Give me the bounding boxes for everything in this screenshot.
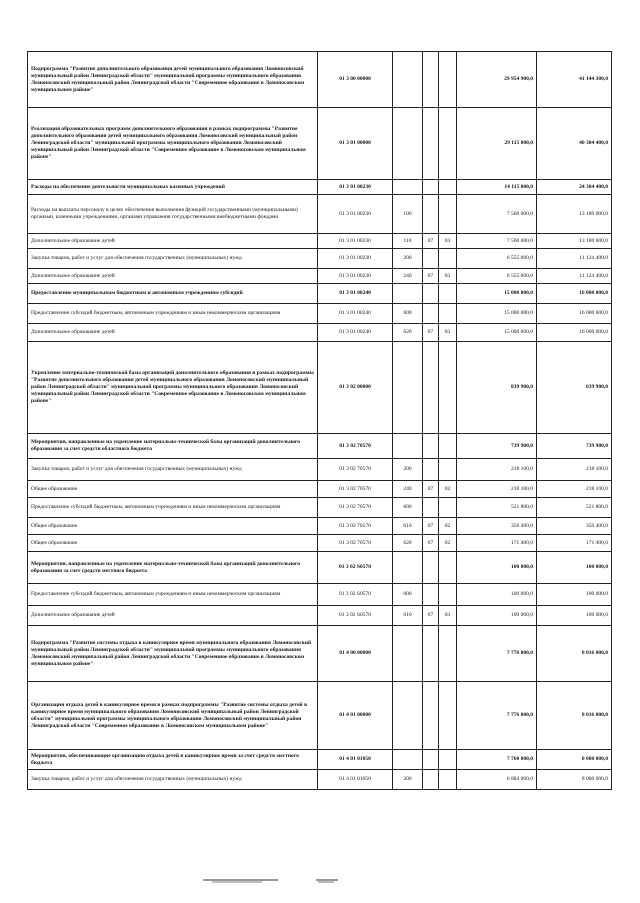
row-section: 07 — [423, 535, 439, 552]
row-amount-year-2: 11 124 400,0 — [537, 269, 612, 284]
row-subsection: 02 — [439, 481, 457, 498]
row-amount-year-1: 839 900,0 — [457, 342, 537, 434]
row-subsection — [439, 304, 457, 324]
row-subsection: 02 — [439, 518, 457, 535]
row-subsection — [439, 195, 457, 234]
row-amount-year-1: 15 000 000,0 — [457, 304, 537, 324]
row-section — [423, 284, 439, 304]
row-section — [423, 342, 439, 434]
row-target-code: 01 3 02 70570 — [318, 518, 393, 535]
row-subsection: 02 — [439, 535, 457, 552]
row-target-code: 01 3 01 00000 — [318, 108, 393, 180]
row-section — [423, 750, 439, 770]
table-row — [28, 606, 612, 626]
row-name: Закупка товаров, работ и услуг для обеспечения государственных (муниципальных) нужд — [28, 249, 318, 269]
row-subsection — [439, 249, 457, 269]
table-row — [28, 52, 612, 108]
row-target-code: 01 3 01 00230 — [318, 249, 393, 269]
row-target-code: 01 3 02 00000 — [318, 342, 393, 434]
row-amount-year-2: 171 400,0 — [537, 535, 612, 552]
row-expense-type: 600 — [393, 304, 423, 324]
row-name: Общее образование — [28, 535, 318, 552]
row-amount-year-1: 350 400,0 — [457, 518, 537, 535]
row-name: Дополнительное образование детей — [28, 269, 318, 284]
row-section — [423, 552, 439, 584]
row-expense-type: 100 — [393, 195, 423, 234]
row-name: Мероприятия, обеспечивающие организацию отдыха детей в каникулярное время за счет средств местного бюджета — [28, 750, 318, 770]
row-amount-year-1: 100 000,0 — [457, 584, 537, 606]
row-section — [423, 770, 439, 790]
row-amount-year-2: 521 800,0 — [537, 498, 612, 518]
row-name: Подпрограмма "Развитие системы отдыха в каникулярное время муниципального образования Ломоносовский муниципальный район Ленинградской области" муниципальной программы муниципального образования Ломоносовский муниципальный район Ленинградской области "Современное образование в Ломоносовском муниципальном районе" — [28, 626, 318, 682]
row-amount-year-1: 521 800,0 — [457, 498, 537, 518]
row-expense-type — [393, 626, 423, 682]
row-expense-type: 610 — [393, 606, 423, 626]
row-target-code: 01 3 01 00230 — [318, 269, 393, 284]
row-subsection: 03 — [439, 606, 457, 626]
table-row — [28, 518, 612, 535]
row-expense-type: 240 — [393, 481, 423, 498]
row-section: 07 — [423, 518, 439, 535]
row-name: Укрепление материально-технической базы организаций дополнительного образования в рамках подпрограммы "Развитие дополнительного образования детей муниципального образования Ломоносовский муниципальный район Ленинградской области" муниципальной программы муниципального образования Ломоносовский муниципальный район Ленинградской области "Современное образование в Ломоносовском муниципальном районе" — [28, 342, 318, 434]
row-subsection — [439, 180, 457, 195]
row-name: Расходы на обеспечение деятельности муниципальных казенных учреждений — [28, 180, 318, 195]
row-name: Реализация образовательных программ дополнительного образования в рамках подпрограммы "Развитие дополнительного образования детей муниципального образования Ломоносовский муниципальный район Ленинградской области" муниципальной программы муниципального образования Ломоносовский муниципальный район Ленинградской области "Современное образование в Ломоносовском муниципальном районе" — [28, 108, 318, 180]
row-amount-year-2: 13 180 000,0 — [537, 234, 612, 249]
row-amount-year-2: 41 144 300,0 — [537, 52, 612, 108]
row-subsection — [439, 584, 457, 606]
row-subsection — [439, 434, 457, 459]
row-expense-type — [393, 342, 423, 434]
row-target-code: 01 3 02 S0570 — [318, 584, 393, 606]
row-section: 07 — [423, 606, 439, 626]
row-expense-type: 200 — [393, 249, 423, 269]
row-name: Общее образование — [28, 481, 318, 498]
row-target-code: 01 3 02 S0570 — [318, 606, 393, 626]
row-target-code: 01 4 01 01050 — [318, 750, 393, 770]
row-target-code: 01 3 02 70570 — [318, 481, 393, 498]
table-row — [28, 481, 612, 498]
table-row — [28, 108, 612, 180]
row-section: 07 — [423, 234, 439, 249]
row-expense-type: 620 — [393, 535, 423, 552]
row-subsection — [439, 498, 457, 518]
row-amount-year-2: 8 000 000,0 — [537, 750, 612, 770]
row-section — [423, 249, 439, 269]
row-amount-year-2: 16 000 000,0 — [537, 304, 612, 324]
row-amount-year-2: 218 100,0 — [537, 481, 612, 498]
row-amount-year-1: 6 555 000,0 — [457, 269, 537, 284]
row-section — [423, 498, 439, 518]
table-row — [28, 180, 612, 195]
row-amount-year-1: 15 000 000,0 — [457, 284, 537, 304]
row-expense-type — [393, 552, 423, 584]
row-name: Общее образование — [28, 518, 318, 535]
row-subsection — [439, 342, 457, 434]
row-expense-type — [393, 434, 423, 459]
table-row — [28, 498, 612, 518]
row-section — [423, 304, 439, 324]
row-section: 07 — [423, 269, 439, 284]
row-target-code: 01 4 01 00000 — [318, 682, 393, 750]
row-section: 07 — [423, 481, 439, 498]
table-row — [28, 284, 612, 304]
row-subsection — [439, 459, 457, 481]
table-row — [28, 269, 612, 284]
row-name: Подпрограмма "Развитие дополнительного образования детей муниципального образования Ломоносовский муниципальный район Ленинградской области" муниципальной программы муниципального образования Ломоносовский муниципальный район Ленинградской области "Современное образование в Ломоносовском муниципальном районе" — [28, 52, 318, 108]
row-target-code: 01 3 01 00240 — [318, 324, 393, 342]
row-section — [423, 584, 439, 606]
row-name: Предоставление субсидий бюджетным, автономным учреждениям и иным некоммерческим организациям — [28, 304, 318, 324]
row-target-code: 01 3 00 00000 — [318, 52, 393, 108]
row-section: 07 — [423, 324, 439, 342]
row-amount-year-1: 7 776 000,0 — [457, 626, 537, 682]
row-expense-type — [393, 750, 423, 770]
row-name: Расходы на выплаты персоналу в целях обеспечения выполнения функций государственными (муниципальными) органами, казенными учреждениями, органами управления государственными внебюджетными фондами — [28, 195, 318, 234]
row-target-code: 01 3 01 00240 — [318, 304, 393, 324]
row-amount-year-2: 40 304 400,0 — [537, 108, 612, 180]
row-expense-type — [393, 284, 423, 304]
row-target-code: 01 3 01 00240 — [318, 284, 393, 304]
budget-table — [27, 51, 612, 790]
row-amount-year-1: 7 776 000,0 — [457, 682, 537, 750]
row-section — [423, 108, 439, 180]
row-section — [423, 626, 439, 682]
row-subsection — [439, 750, 457, 770]
row-name: Организация отдыха детей в каникулярное время в рамках подпрограммы "Развитие системы отдыха детей в каникулярное время муниципального образования Ломоносовский муниципальный район Ленинградской области" муниципальной программы муниципального образования Ломоносовский муниципальный район Ленинградской области "Современное образование в Ломоносовском муниципальном районе" — [28, 682, 318, 750]
row-amount-year-2: 100 000,0 — [537, 552, 612, 584]
row-amount-year-2: 100 000,0 — [537, 606, 612, 626]
row-section — [423, 682, 439, 750]
table-row — [28, 459, 612, 481]
row-expense-type: 200 — [393, 459, 423, 481]
row-subsection: 03 — [439, 269, 457, 284]
table-row — [28, 234, 612, 249]
row-amount-year-2: 16 000 000,0 — [537, 324, 612, 342]
row-expense-type — [393, 108, 423, 180]
row-subsection — [439, 682, 457, 750]
row-subsection — [439, 552, 457, 584]
row-expense-type — [393, 52, 423, 108]
row-amount-year-2: 100 000,0 — [537, 584, 612, 606]
row-target-code: 01 4 00 00000 — [318, 626, 393, 682]
table-row — [28, 626, 612, 682]
row-target-code: 01 3 02 70570 — [318, 434, 393, 459]
table-body — [28, 52, 612, 790]
row-name: Закупка товаров, работ и услуг для обеспечения государственных (муниципальных) нужд — [28, 459, 318, 481]
row-amount-year-1: 6 555 000,0 — [457, 249, 537, 269]
row-target-code: 01 3 02 70570 — [318, 535, 393, 552]
row-name: Мероприятия, направленные на укрепление материально-технической базы организаций дополнительного образования за счет средств областного бюджета — [28, 434, 318, 459]
table-row — [28, 552, 612, 584]
row-expense-type: 610 — [393, 518, 423, 535]
row-target-code: 01 3 02 S0570 — [318, 552, 393, 584]
row-target-code: 01 3 02 70570 — [318, 459, 393, 481]
row-amount-year-1: 171 400,0 — [457, 535, 537, 552]
row-expense-type — [393, 180, 423, 195]
row-amount-year-1: 100 000,0 — [457, 552, 537, 584]
row-target-code: 01 4 01 01050 — [318, 770, 393, 790]
row-amount-year-2: 8 016 000,0 — [537, 682, 612, 750]
row-target-code: 01 3 02 70570 — [318, 498, 393, 518]
row-amount-year-2: 11 124 400,0 — [537, 249, 612, 269]
row-amount-year-2: 16 000 000,0 — [537, 284, 612, 304]
row-name: Мероприятия, направленные на укрепление материально-технической базы организаций дополнительного образования за счет средств местного бюджета — [28, 552, 318, 584]
row-amount-year-2: 8 000 000,0 — [537, 770, 612, 790]
row-section — [423, 180, 439, 195]
row-amount-year-1: 739 900,0 — [457, 434, 537, 459]
row-amount-year-1: 15 000 000,0 — [457, 324, 537, 342]
row-amount-year-1: 218 100,0 — [457, 481, 537, 498]
row-name: Дополнительное образование детей — [28, 606, 318, 626]
table-row — [28, 304, 612, 324]
row-amount-year-1: 29 954 900,0 — [457, 52, 537, 108]
row-target-code: 01 3 01 00230 — [318, 234, 393, 249]
row-amount-year-1: 29 115 000,0 — [457, 108, 537, 180]
row-amount-year-1: 7 760 000,0 — [457, 750, 537, 770]
row-amount-year-2: 218 100,0 — [537, 459, 612, 481]
table-row — [28, 750, 612, 770]
row-name: Закупка товаров, работ и услуг для обеспечения государственных (муниципальных) нужд — [28, 770, 318, 790]
row-subsection — [439, 770, 457, 790]
row-name: Предоставление субсидий бюджетным, автономным учреждениям и иным некоммерческим организациям — [28, 498, 318, 518]
table-row — [28, 434, 612, 459]
row-amount-year-2: 24 304 400,0 — [537, 180, 612, 195]
row-subsection: 03 — [439, 324, 457, 342]
row-amount-year-1: 100 000,0 — [457, 606, 537, 626]
table-row — [28, 324, 612, 342]
row-target-code: 01 3 01 00230 — [318, 195, 393, 234]
row-amount-year-1: 6 884 000,0 — [457, 770, 537, 790]
row-subsection: 03 — [439, 234, 457, 249]
row-amount-year-2: 739 900,0 — [537, 434, 612, 459]
table-row — [28, 535, 612, 552]
row-subsection — [439, 284, 457, 304]
row-name: Дополнительное образование детей — [28, 234, 318, 249]
table-row — [28, 584, 612, 606]
row-amount-year-2: 350 400,0 — [537, 518, 612, 535]
row-amount-year-2: 13 180 000,0 — [537, 195, 612, 234]
row-expense-type: 240 — [393, 269, 423, 284]
row-subsection — [439, 52, 457, 108]
row-target-code: 01 3 01 00230 — [318, 180, 393, 195]
row-amount-year-2: 8 016 000,0 — [537, 626, 612, 682]
row-expense-type: 620 — [393, 324, 423, 342]
row-section — [423, 195, 439, 234]
row-subsection — [439, 108, 457, 180]
row-section — [423, 459, 439, 481]
table-row — [28, 342, 612, 434]
row-amount-year-1: 218 100,0 — [457, 459, 537, 481]
table-row — [28, 249, 612, 269]
row-expense-type: 110 — [393, 234, 423, 249]
table-row — [28, 770, 612, 790]
row-expense-type: 600 — [393, 584, 423, 606]
row-expense-type — [393, 682, 423, 750]
row-name: Предоставление муниципальным бюджетным и автономным учреждениям субсидий — [28, 284, 318, 304]
row-name: Дополнительное образование детей — [28, 324, 318, 342]
table-row — [28, 195, 612, 234]
row-expense-type: 600 — [393, 498, 423, 518]
row-section — [423, 52, 439, 108]
row-name: Предоставление субсидий бюджетным, автономным учреждениям и иным некоммерческим организациям — [28, 584, 318, 606]
row-subsection — [439, 626, 457, 682]
table-row — [28, 682, 612, 750]
row-amount-year-1: 14 115 000,0 — [457, 180, 537, 195]
row-expense-type: 200 — [393, 770, 423, 790]
row-amount-year-2: 839 900,0 — [537, 342, 612, 434]
row-amount-year-1: 7 560 000,0 — [457, 195, 537, 234]
row-section — [423, 434, 439, 459]
row-amount-year-1: 7 560 000,0 — [457, 234, 537, 249]
